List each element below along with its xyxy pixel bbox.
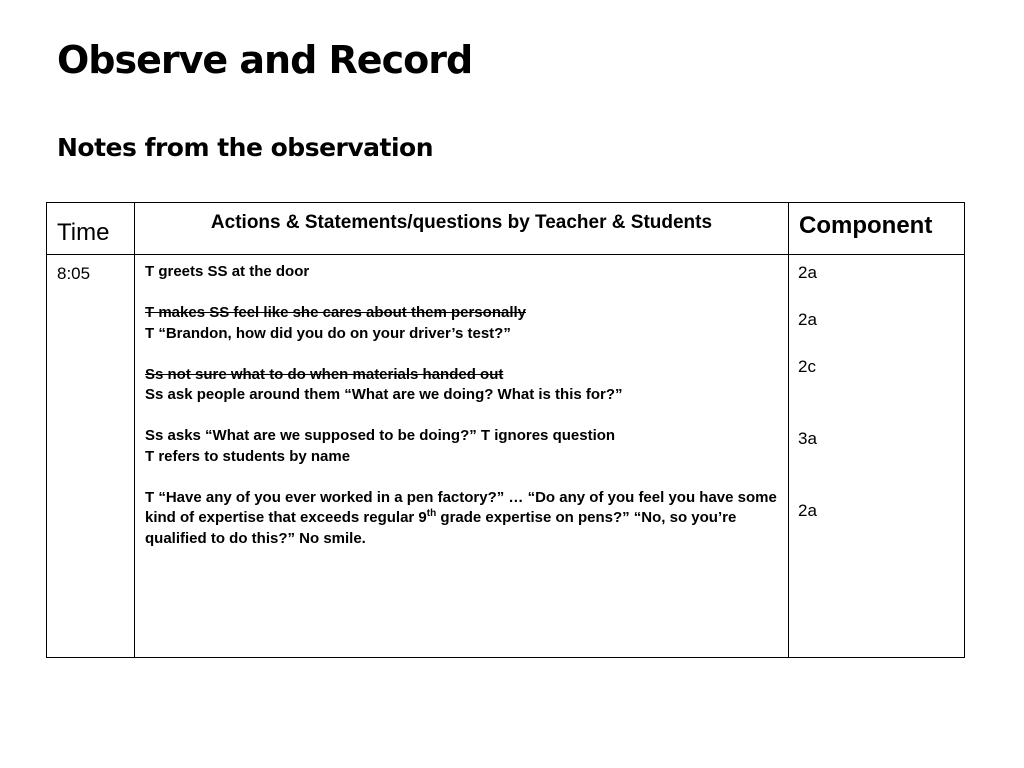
spacer (145, 467, 780, 488)
table-header-row (47, 203, 965, 255)
spacer (145, 283, 780, 304)
component-code: 3a (798, 429, 817, 448)
header-component: Component (789, 203, 965, 255)
note-line: Ss asks “What are we supposed to be doing?” T ignores question (145, 427, 616, 444)
component-code: 2a (798, 263, 817, 282)
note-line: Ss ask people around them “What are we doing? What is this for?” (145, 386, 623, 403)
ordinal-suffix: th (426, 508, 437, 519)
spacer (145, 406, 780, 427)
note-line: T refers to students by name (145, 447, 351, 465)
slide-subtitle: Notes from the observation (57, 133, 434, 162)
component-code: 2a (798, 501, 817, 520)
note-line-struck: T makes SS feel like she cares about them personally (145, 304, 526, 321)
slide-title: Observe and Record (57, 38, 473, 82)
time-cell: 8:05 (47, 255, 135, 658)
note-line: T “Brandon, how did you do on your driver’s test?” (145, 324, 511, 342)
observation-table (46, 202, 965, 658)
note-paragraph (145, 488, 780, 550)
note-text: grade expertise on pens?” “No, so you’re qualified to do this?” No smile. (145, 509, 737, 547)
note-line: T greets SS at the door (145, 263, 310, 280)
header-actions: Actions & Statements/questions by Teacher & Students (135, 203, 789, 255)
table-row (47, 255, 965, 658)
component-code: 2a (798, 310, 817, 329)
header-time: Time (47, 203, 135, 255)
component-cell (789, 255, 965, 658)
note-text: T “Have any of you ever worked in a pen factory?” … “Do any of you feel you have some kind of expertise that exceeds regular 9 (145, 488, 777, 526)
note-line-struck: Ss not sure what to do when materials handed out (145, 365, 504, 383)
component-code: 2c (798, 357, 816, 376)
actions-cell (135, 255, 789, 658)
spacer (145, 344, 780, 365)
